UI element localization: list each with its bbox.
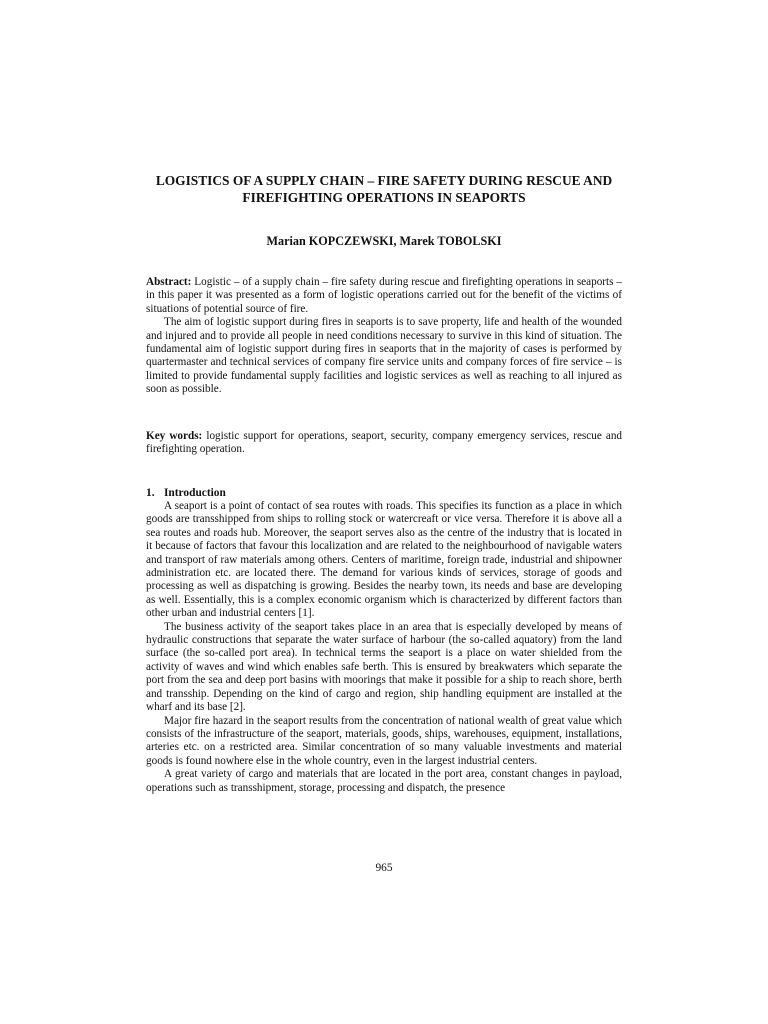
keywords-label: Key words:: [146, 430, 203, 442]
section-title: Introduction: [164, 487, 226, 499]
abstract-text: Logistic – of a supply chain – fire safety during rescue and firefighting operations in seaports – in this paper it was presented as a form of logistic operations carried out for the benefit of the victims of situations of potential source of fire.: [146, 276, 622, 315]
paper-title: LOGISTICS OF A SUPPLY CHAIN – FIRE SAFETY DURING RESCUE AND FIREFIGHTING OPERATIONS IN SEAPORTS: [155, 173, 613, 205]
abstract-label: Abstract:: [146, 276, 192, 288]
keywords-paragraph: [146, 430, 622, 457]
intro-paragraph-3: Major fire hazard in the seaport results from the concentration of national wealth of great value which consists of the infrastructure of the seaport, materials, goods, ships, warehouses, equipment, installations, arteries etc. on a restricted area. Similar concentration of so many valuable investments and material goods is found nowhere else in the whole country, even in the largest industrial centers.: [146, 714, 622, 767]
intro-paragraph-4: A great variety of cargo and materials that are located in the port area, constant changes in payload, operations such as transshipment, storage, processing and dispatch, the presence: [146, 768, 622, 794]
abstract-section: [146, 276, 622, 397]
paper-authors: Marian KOPCZEWSKI, Marek TOBOLSKI: [266, 234, 502, 248]
intro-paragraph-1: A seaport is a point of contact of sea routes with roads. This specifies its function as a place in which goods are transshipped from ships to rolling stock or watercreaft or vice versa. Therefore it is above all a sea routes and roads hub. Moreover, the seaport serves also as the centre of the industry that is located in it because of factors that favour this localization and are related to the neighbourhood of navigable waters and transport of raw materials among others. Centers of maritime, foreign trade, industrial and shipowner administration etc. are located there. The demand for various kinds of services, storage of goods and processing as well as dispatching is growing. Besides the nearby town, its needs and base are developing as well. Essentially, this is a complex economic organism which is characterized by different factors than other urban and industrial centers [1].: [146, 500, 622, 620]
introduction-section: [146, 486, 622, 795]
section-number: 1.: [146, 487, 155, 499]
keywords-section: [146, 430, 622, 457]
keywords-text: logistic support for operations, seaport, security, company emergency services, rescue and firefighting operation.: [146, 430, 623, 456]
intro-paragraph-2: The business activity of the seaport takes place in an area that is especially developed by means of hydraulic constructions that separate the water surface of harbour (the so-called aquatory) from the land surface (the so-called port area). In technical terms the seaport is a place on water shielded from the activity of waves and wind which enables safe berth. This is ensured by breakwaters which separate the port from the sea and deep port basins with moorings that make it possible for a ship to reach shore, berth and transship. Depending on the kind of cargo and region, ship handling equipment are installed at the wharf and its base [2].: [146, 620, 622, 714]
abstract-paragraph-2: The aim of logistic support during fires in seaports is to save property, life and health of the wounded and injured and to provide all people in need conditions necessary to survive in this kind of situation. The fundamental aim of logistic support during fires in seaports that in the majority of cases is performed by quartermaster and technical services of company fire service units and company forces of fire service – is limited to provide fundamental supply facilities and logistic services as well as reaching to all injured as soon as possible.: [146, 316, 622, 396]
abstract-paragraph: [146, 276, 622, 316]
section-heading: [146, 486, 622, 500]
page-number: 965: [375, 862, 393, 874]
